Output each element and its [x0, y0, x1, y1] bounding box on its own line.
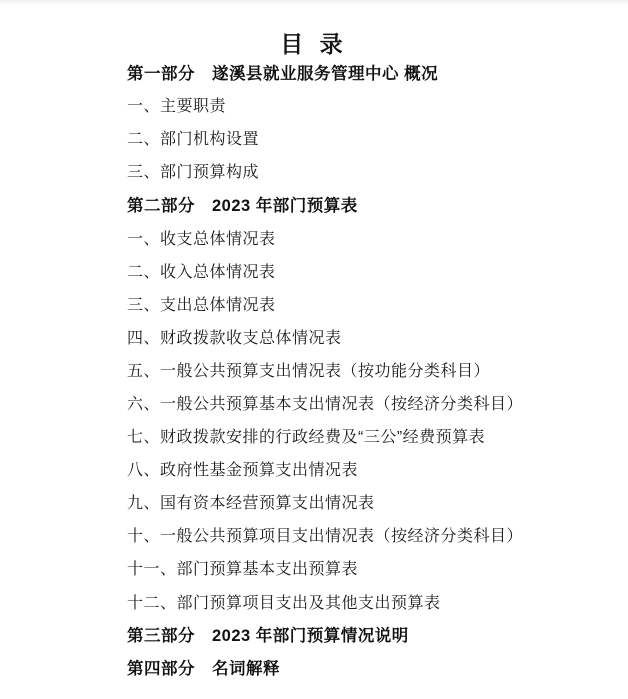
toc-part-1: 第一部分 遂溪县就业服务管理中心 概况: [127, 64, 439, 83]
toc-entry: 一、主要职责: [127, 98, 227, 116]
toc-entry: 三、部门预算构成: [127, 164, 260, 182]
toc-entry: 一、收支总体情况表: [127, 230, 276, 248]
toc-entry: 七、财政拨款安排的行政经费及“三公”经费预算表: [127, 429, 486, 447]
toc-entry: 十二、部门预算项目支出及其他支出预算表: [127, 594, 441, 612]
toc-entry: 二、部门机构设置: [127, 131, 260, 149]
toc-entry: 二、收入总体情况表: [127, 263, 276, 281]
table-of-contents: [127, 55, 618, 684]
toc-part-2: 第二部分 2023 年部门预算表: [127, 196, 358, 215]
toc-entry: 六、一般公共预算基本支出情况表（按经济分类科目）: [127, 395, 524, 413]
page-top-edge: [0, 0, 628, 4]
toc-entry: 四、财政拨款收支总体情况表: [127, 329, 342, 347]
page-title: 目 录: [280, 31, 348, 57]
toc-part-4: 第四部分 名词解释: [127, 660, 280, 679]
toc-part-3: 第三部分 2023 年部门预算情况说明: [127, 627, 409, 646]
toc-entry: 五、一般公共预算支出情况表（按功能分类科目）: [127, 362, 491, 380]
toc-entry: 九、国有资本经营预算支出情况表: [127, 495, 375, 513]
toc-entry: 十、一般公共预算项目支出情况表（按经济分类科目）: [127, 528, 524, 546]
toc-entry: 十一、部门预算基本支出预算表: [127, 561, 359, 579]
toc-entry: 八、政府性基金预算支出情况表: [127, 462, 359, 480]
toc-entry: 三、支出总体情况表: [127, 296, 276, 314]
